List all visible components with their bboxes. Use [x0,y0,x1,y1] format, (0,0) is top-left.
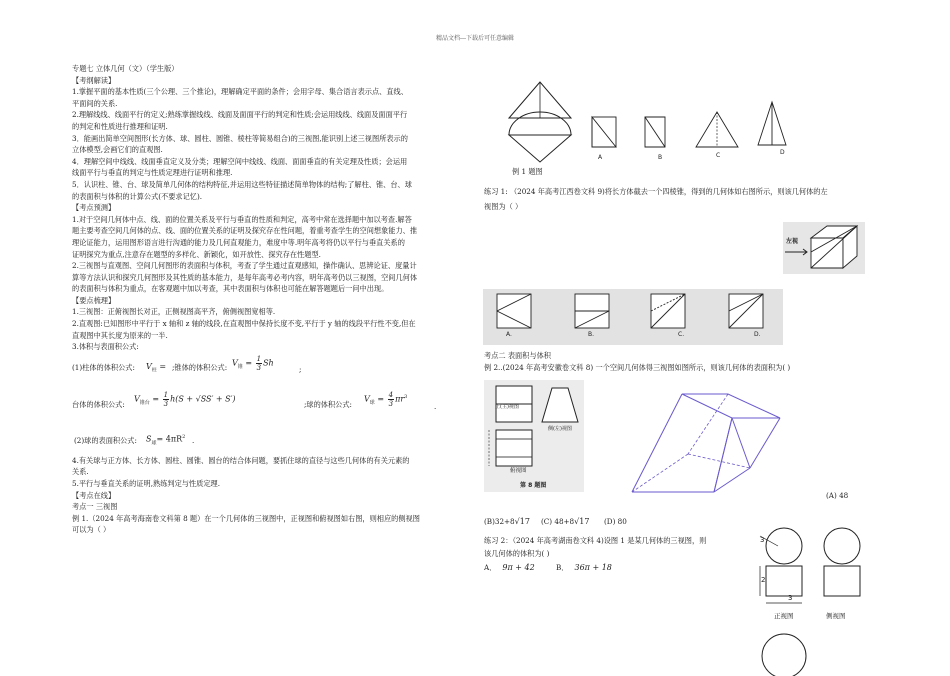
option-a: (A) 48 [826,491,849,500]
review-line: 1.三视图：正俯视图长对正，正侧视图高平齐，俯侧视图宽相等. [72,307,276,317]
formula2-label: 台体的体积公式: [72,399,125,409]
example-1-line: 可以为（ ） [72,525,111,535]
front-view-label: 正视图 [774,612,794,620]
outline-line: 立体模型,会画它们的直观图. [72,145,163,155]
s-subscript: 球 [151,440,157,447]
outline-line: 4．理解空间中线线、线面垂直定义及分类；理解空间中线线、线面、面面垂直的有关定理及性质；会运用 [72,156,408,166]
knowledge-point-1: 考点一 三视图 [72,502,118,512]
formula2-end: . [434,401,437,411]
forecast-line: 题主要考查空间几何体的点、线、面的位置关系的证明及探究存在性问题，着重考查学生的空间想象能力、推 [72,226,418,236]
p1-choice-c-label: C. [678,331,685,338]
option-d: (D) 80 [604,517,627,526]
v-symbol: V [232,358,238,368]
p2-option-b-label: B． [556,563,569,572]
denominator: 3 [163,399,169,408]
doc-title: 专题七 立体几何（文）（学生版） [72,64,179,73]
section-review: 【要点梳理】 [72,295,116,305]
forecast-line: 证明探究为重点,注意存在题型的多样化、新颖化，如开放性、探究存在性题型. [72,249,321,259]
example-1-caption: 例 1 题图 [512,167,543,176]
s-symbol: S [146,434,152,444]
practice-1-choices [483,289,783,345]
p1-choice-b-label: B. [588,331,595,338]
forecast-line: 2.三视图与直观图、空间几何图形的表面积与体积，考查了学生通过直观感知，操作确认、思辨论证、度量计 [72,261,417,271]
frustum-volume-formula: $V_{锥台}$ = $\frac{1}{3}$ h(S + √SS′ + S′) [134,390,236,408]
choice-c-label: C [716,152,721,159]
forecast-line: 理论证能力，运用图形语言进行沟通的能力及几何直观能力，难度中等.明年高考将仍以平行与垂直关系的 [72,237,405,247]
denominator: 3 [388,399,394,408]
practice-2-line: 练习 2：（2024 年高考湖南卷文科 4)设图 1 是某几何体的三视图，则 [484,536,707,545]
v-subscript: 球 [369,399,375,406]
example-2-solid-figure [630,394,790,494]
choice-b-label: B [658,154,663,161]
pi-r-term: πr [395,394,405,404]
side-view-box [824,566,860,596]
edge [750,418,780,468]
example-2-text: 例 2..(2024 年高考安徽卷文科 8) 一个空间几何体得三视图如图所示，则该几何体的表面积为( ) [484,363,791,372]
p2-option-a [484,562,535,574]
front-view-caption: 正(主)视图 [495,404,519,410]
side-view-caption: 侧(左)视图 [548,426,572,432]
face-edge [732,418,750,468]
diagonal-edge [714,418,732,492]
sh-term: Sh [263,358,274,368]
outline-list [72,86,472,202]
choice-a-box [497,294,531,328]
outline-line: 的表面积与体积的计算公式(不要求记忆). [72,191,203,201]
side-view-sphere [824,528,860,564]
knowledge-point-2: 考点二 表面积与体积 [484,351,551,360]
formula1-label: (1)柱体的体积公式: [72,362,135,372]
numerator: 1 [163,390,169,399]
example-2-three-views [484,380,584,492]
formula3-label: (2)球的表面积公式: [74,435,137,445]
p2-option-a-value: 9π + 42 [502,563,535,572]
v-symbol: V [364,394,370,404]
numerator: 1 [256,354,262,363]
after-line: 4.有关球与正方体、长方体、圆柱、圆锥、圆台的结合体问题，要抓住球的直径与这些几何体的有关元素的 [72,455,410,465]
practice-2-three-views [756,526,876,676]
formula-line-1 [72,353,472,383]
p2-option-b [556,562,612,574]
option-c-radical: √17 [574,517,590,526]
v-subscript: 柱 [151,367,157,374]
example-1-line: 例 1.（2024 年高考海南卷文科第 8 题）在一个几何体的三视图中，正视图和俯视图如右图，则相应的侧视图 [72,513,420,523]
v-symbol: V [134,394,140,404]
forecast-list [72,214,472,295]
p1-choice-d-label: D. [754,331,761,338]
outline-line: 1.掌握平面的基本性质(三个公理、三个推论)，理解确定平面的条件；会用字母、集合语言表示点、直线、 [72,87,408,97]
outline-line: 2.理解线线、线面平行的定义;熟练掌握线线、线面及面面平行的判定和性质;会运用线线、线面及面面平行 [72,110,408,120]
forecast-line: 算等方法认识和探究几何图形及其性质的基本能力，是每年高考必考内容，明年高考仍以三视图，空间几何体 [72,272,418,282]
front-view-sphere [766,528,802,564]
practice-1-line: 练习 1: （2024 年高考江西卷文科 9)将长方体截去一个四棱锥，得到的几何体如右图所示，则该几何体的左 [484,187,828,196]
dim-label-3-top: 3 [760,536,765,544]
review-list [72,306,472,352]
option-c-text: (C) 48+8 [541,517,575,526]
top-face [682,394,780,418]
after-line: 5.平行与垂直关系的证明,熟练判定与性质定理. [72,479,220,489]
v-symbol: V [146,361,152,371]
after-line: 关系. [72,467,89,477]
choice-a-triangle [592,117,616,147]
front-view-box [766,566,802,596]
dim-label-2: 2 [761,576,766,584]
figure-number: 第 8 题图 [520,482,547,489]
formula3-end: . [192,435,195,445]
formula1-cone-label: ;锥体的体积公式: [172,362,228,372]
v-subscript: 锥 [237,363,243,370]
p1-choice-a-label: A. [506,331,512,338]
pillar-volume-symbol: $V_柱$ = [146,361,167,374]
frustum-expression: h(S + √SS′ + S′) [170,394,236,404]
exponent: 2 [182,433,186,440]
example-1-figure [505,80,585,180]
review-line: 2.直观图:已知图形中平行于 x 轴和 z 轴的线段,在直观图中保持长度不变,平行于 y 轴的线段平行性不变,但在 [72,319,416,329]
p2-option-b-value: 36π + 18 [574,563,612,572]
formula-line-2 [72,387,472,423]
top-view-caption: 俯视图 [510,468,527,474]
option-b-radical: √17 [514,517,530,526]
v-subscript: 锥台 [139,399,150,406]
sphere-volume-formula: $V_球$ = $\frac{4}{3}$ $\pi r^3$ [364,390,408,408]
option-b-text: (B)32+8 [484,517,515,526]
formula1-end: ; [299,364,302,374]
forecast-line: 的表面积与体积为重点，在客观题中加以考查，其中表面积与体积也可能在解答题题后一问中出现。 [72,284,389,294]
option-b [484,516,530,528]
outline-line: 线面平行与垂直的判定与性质定理进行证明和推理. [72,168,233,178]
outline-line: 5．认识柱、锥、台、球及简单几何体的结构特征,并运用这些特征描述简单物体的结构;了解柱、锥、台、球 [72,179,412,189]
cone-volume-formula: $V_锥$ = $\frac{1}{3}$ Sh [232,354,274,372]
sphere-area-formula [146,432,185,450]
forecast-line: 1.对于空间几何体中点、线、面的位置关系及平行与垂直的性质和判定，高考中常在选择题中加以考查.解答 [72,214,412,224]
review-line: 3.体积与表面积公式: [72,342,139,352]
practice-1-solid-figure [783,222,865,274]
choice-d-label: D [780,149,785,156]
after-list [72,455,472,490]
exponent: 3 [404,393,408,400]
formula-line-3 [72,425,472,453]
example-1-choices [590,100,820,160]
fraction [256,355,262,372]
top-view-circle [762,634,806,676]
denominator: 3 [256,363,262,372]
outline-line: 3．能画出简单空间图形(长方体、球、圆柱、圆锥、棱柱等简易组合)的三视图,能识别上述三视图所表示的 [72,133,408,143]
formula2-sphere-label: ;球的体积公式: [304,399,352,409]
outline-line: 的判定和性质进行推理和证明. [72,121,168,131]
side-view-label: 侧视图 [826,612,846,620]
page-header: 精品文档---下载后可任意编辑 [435,35,515,42]
choice-a-label: A [598,154,603,161]
p2-option-a-label: A． [484,563,497,572]
edge [632,394,682,492]
left-view-label: 左视 [786,238,799,245]
top-view-square [496,430,532,466]
numerator: 4 [388,390,394,399]
section-online: 【考点在线】 [72,490,116,500]
practice-1-line: 视图为（ ） [484,202,523,211]
left-column [72,63,472,536]
choice-b-diagonal [645,117,665,147]
practice-2-line: 该几何体的体积为( ) [484,549,550,558]
review-line: 直观图中其长度为原来的一半. [72,330,168,340]
section-exam-outline: 【考纲解读】 [72,75,116,85]
area-expression: = 4πR [156,434,183,444]
outline-line: 平面间的关系. [72,98,118,108]
fraction [388,391,394,408]
hidden-edge [688,454,750,468]
top-view-triangle [509,135,571,162]
option-c [541,516,589,528]
fraction [163,391,169,408]
hidden-edge [632,454,688,492]
hidden-edge [688,394,728,454]
dim-label-3-bottom: 3 [788,594,793,602]
section-forecast: 【考点预测】 [72,203,116,213]
